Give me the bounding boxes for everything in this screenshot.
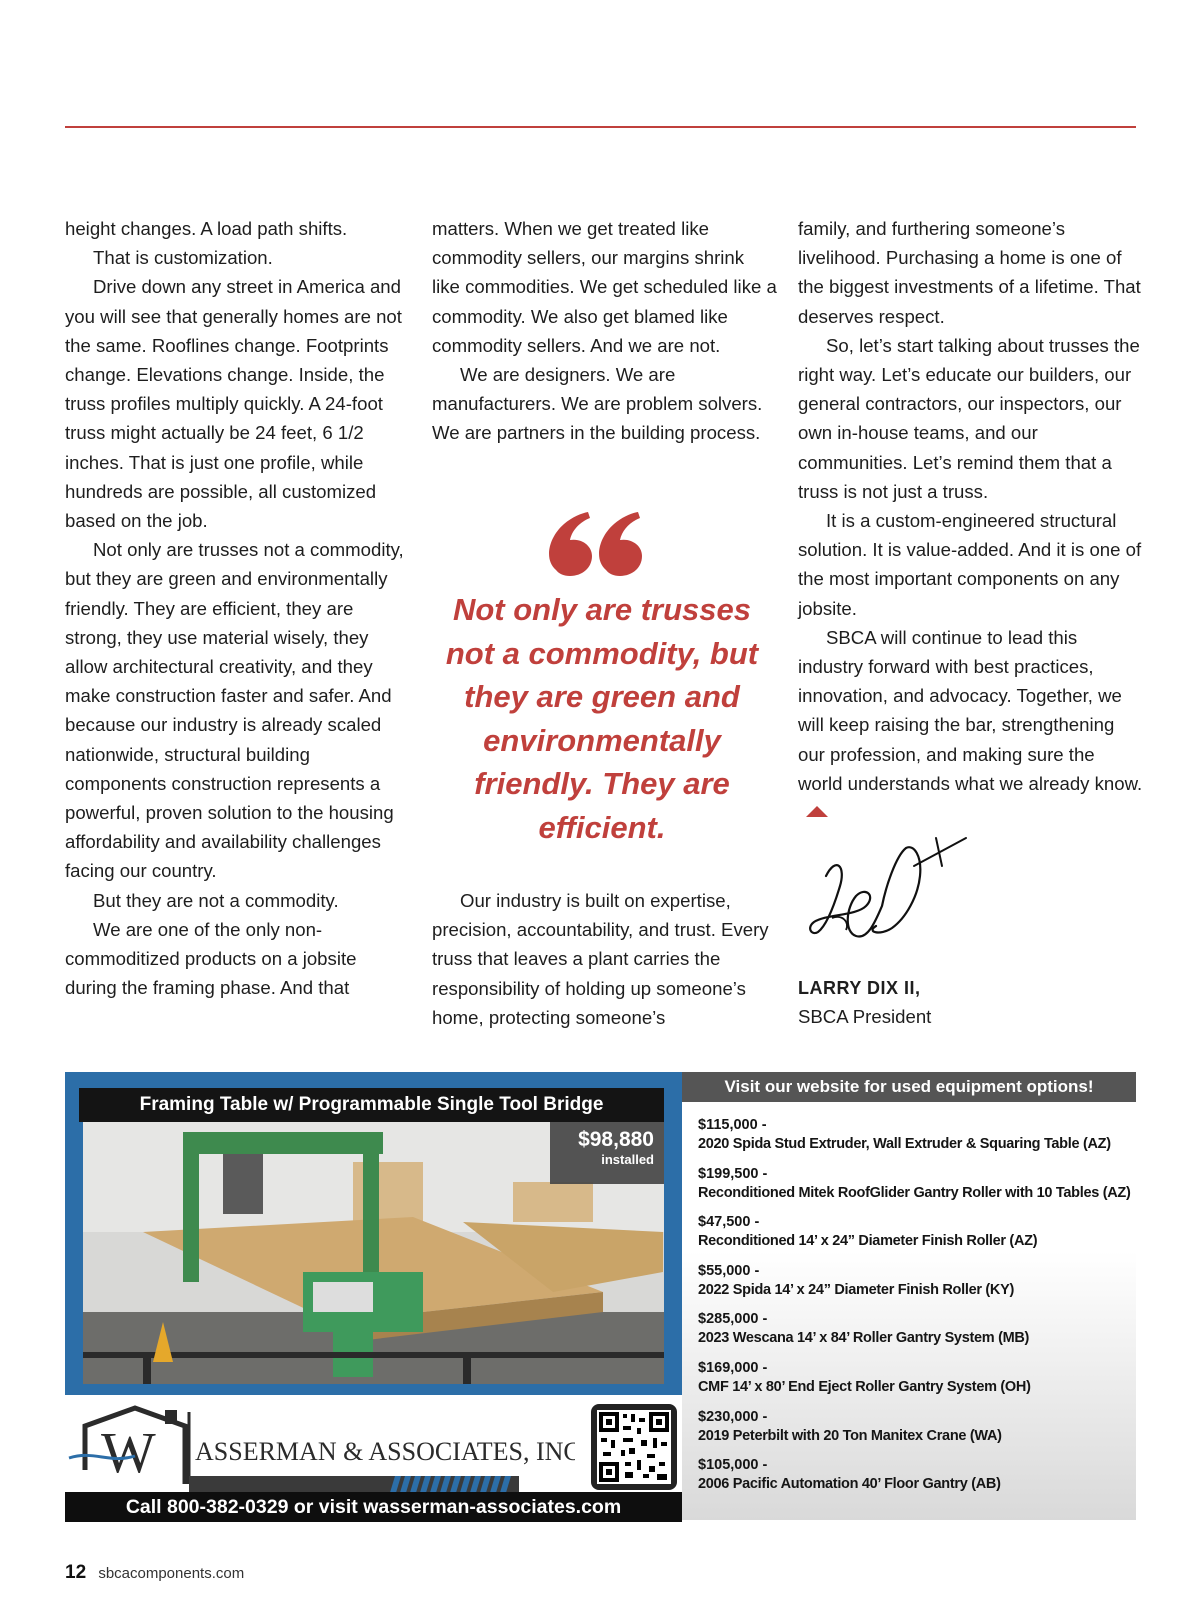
ad-equipment-panel bbox=[682, 1072, 1136, 1520]
qr-code-pattern bbox=[597, 1410, 671, 1484]
equipment-item[interactable] bbox=[698, 1213, 1136, 1262]
paragraph: It is a custom-engineered structural solution. It is value-added. And it is one of the most important components on any jobsite. bbox=[798, 510, 1142, 619]
equipment-price: $169,000 - bbox=[698, 1359, 768, 1376]
pull-quote: Not only are trusses not a commodity, but they are green and environmentally friendly. They are efficient. bbox=[445, 592, 759, 845]
paragraph: That is customization. bbox=[93, 247, 273, 269]
page-number: 12 bbox=[65, 1562, 87, 1583]
framing-table-photo bbox=[83, 1122, 664, 1384]
equipment-header[interactable]: Visit our website for used equipment options! bbox=[682, 1072, 1136, 1102]
wasserman-logo[interactable] bbox=[65, 1404, 575, 1500]
logo-w-letter: W bbox=[101, 1420, 156, 1485]
ad-price-note: installed bbox=[601, 1152, 654, 1167]
equipment-description: CMF 14’ x 80’ End Eject Roller Gantry System (OH) bbox=[698, 1378, 1031, 1395]
equipment-description: Reconditioned 14’ x 24” Diameter Finish Roller (AZ) bbox=[698, 1233, 1038, 1250]
ad-photo-frame bbox=[65, 1072, 682, 1395]
equipment-item[interactable] bbox=[698, 1456, 1136, 1505]
end-triangle-icon bbox=[806, 806, 828, 817]
signature bbox=[796, 836, 976, 966]
paragraph: Drive down any street in America and you will see that generally homes are not the same. Rooflines change. Footprints change. Elevations change. Inside, the truss profiles multiply quickly. A 24-foot truss might actually be 24 feet, 6 1/2 inches. That is just one profile, while hundreds are possible, all customized based on the job. bbox=[65, 276, 402, 532]
advertisement[interactable] bbox=[65, 1072, 1136, 1520]
equipment-description: 2022 Spida 14’ x 24” Diameter Finish Roller (KY) bbox=[698, 1281, 1015, 1298]
site-url[interactable]: sbcacomponents.com bbox=[98, 1565, 245, 1582]
wasserman-logo-mark bbox=[65, 1404, 575, 1500]
paragraph: We are designers. We are manufacturers. We are problem solvers. We are partners in the building process. bbox=[432, 364, 763, 444]
price-tag bbox=[550, 1122, 664, 1184]
paragraph: Not only are trusses not a commodity, but they are green and environmentally friendly. They are efficient, they are strong, they use material wisely, they allow architectural creativity, and they make construction faster and safer. And because our industry is already scaled nationwide, structural building components construction represents a powerful, proven solution to the housing affordability and availability challenges facing our country. bbox=[65, 539, 404, 882]
ad-contact-bar[interactable]: Call 800-382-0329 or visit wasserman-associates.com bbox=[65, 1492, 682, 1522]
equipment-description: 2023 Wescana 14’ x 84’ Roller Gantry System (MB) bbox=[698, 1330, 1030, 1347]
equipment-list bbox=[682, 1102, 1136, 1505]
author-name: LARRY DIX II, bbox=[798, 978, 921, 998]
paragraph: We are one of the only non-commoditized products on a jobsite during the framing phase. And that bbox=[65, 918, 357, 999]
article-column-2-continued bbox=[432, 886, 777, 1032]
ad-title: Framing Table w/ Programmable Single Tool Bridge bbox=[79, 1088, 664, 1122]
equipment-item[interactable] bbox=[698, 1116, 1136, 1165]
equipment-description: 2020 Spida Stud Extruder, Wall Extruder & Squaring Table (AZ) bbox=[698, 1136, 1111, 1152]
qr-code[interactable] bbox=[591, 1404, 677, 1490]
article-column-3 bbox=[798, 214, 1143, 827]
paragraph: SBCA will continue to lead this industry forward with best practices, innovation, and advocacy. Together, we will keep raising the bar, strengthening our profession, and making sure the world understands what we already know. bbox=[798, 623, 1143, 827]
paragraph: family, and furthering someone’s livelihood. Purchasing a home is one of the biggest investments of a lifetime. That deserves respect. bbox=[798, 218, 1141, 327]
equipment-description: 2019 Peterbilt with 20 Ton Manitex Crane (WA) bbox=[698, 1427, 1002, 1444]
paragraph: Our industry is built on expertise, precision, accountability, and trust. Every truss that leaves a plant carries the responsibility of holding up someone’s home, protecting someone’s bbox=[432, 890, 769, 1028]
equipment-price: $199,500 - bbox=[698, 1165, 768, 1182]
equipment-price: $55,000 - bbox=[698, 1262, 760, 1279]
paragraph: height changes. A load path shifts. bbox=[65, 218, 348, 239]
equipment-price: $105,000 - bbox=[698, 1457, 768, 1474]
equipment-item[interactable] bbox=[698, 1165, 1136, 1214]
company-name: ASSERMAN & ASSOCIATES, INC. bbox=[195, 1437, 575, 1466]
ad-price: $98,880 bbox=[578, 1128, 654, 1151]
page-footer bbox=[65, 1562, 244, 1584]
quote-mark-icon bbox=[548, 508, 648, 580]
equipment-description: Reconditioned Mitek RoofGlider Gantry Roller with 10 Tables (AZ) bbox=[698, 1184, 1131, 1201]
equipment-item[interactable] bbox=[698, 1310, 1136, 1359]
header-rule bbox=[65, 126, 1136, 128]
paragraph: matters. When we get treated like commodity sellers, our margins shrink like commodities. We get scheduled like a commodity. We also get blamed like commodity sellers. And we are not. bbox=[432, 218, 777, 356]
equipment-price: $230,000 - bbox=[698, 1408, 768, 1425]
equipment-item[interactable] bbox=[698, 1408, 1136, 1457]
equipment-price: $285,000 - bbox=[698, 1311, 768, 1328]
article-column-1 bbox=[65, 214, 410, 1002]
equipment-item[interactable] bbox=[698, 1359, 1136, 1408]
article-column-2 bbox=[432, 214, 777, 448]
paragraph: So, let’s start talking about trusses the right way. Let’s educate our builders, our general contractors, our inspectors, our own in-house teams, and our communities. Let’s remind them that a truss is not just a truss. bbox=[798, 334, 1140, 502]
equipment-price: $47,500 - bbox=[698, 1214, 760, 1231]
equipment-item[interactable] bbox=[698, 1262, 1136, 1311]
paragraph: But they are not a commodity. bbox=[93, 889, 339, 911]
equipment-description: 2006 Pacific Automation 40’ Floor Gantry (AB) bbox=[698, 1476, 1001, 1493]
equipment-price: $115,000 - bbox=[698, 1117, 767, 1133]
author-title: SBCA President bbox=[798, 1006, 932, 1027]
ad-left-panel bbox=[65, 1072, 682, 1520]
